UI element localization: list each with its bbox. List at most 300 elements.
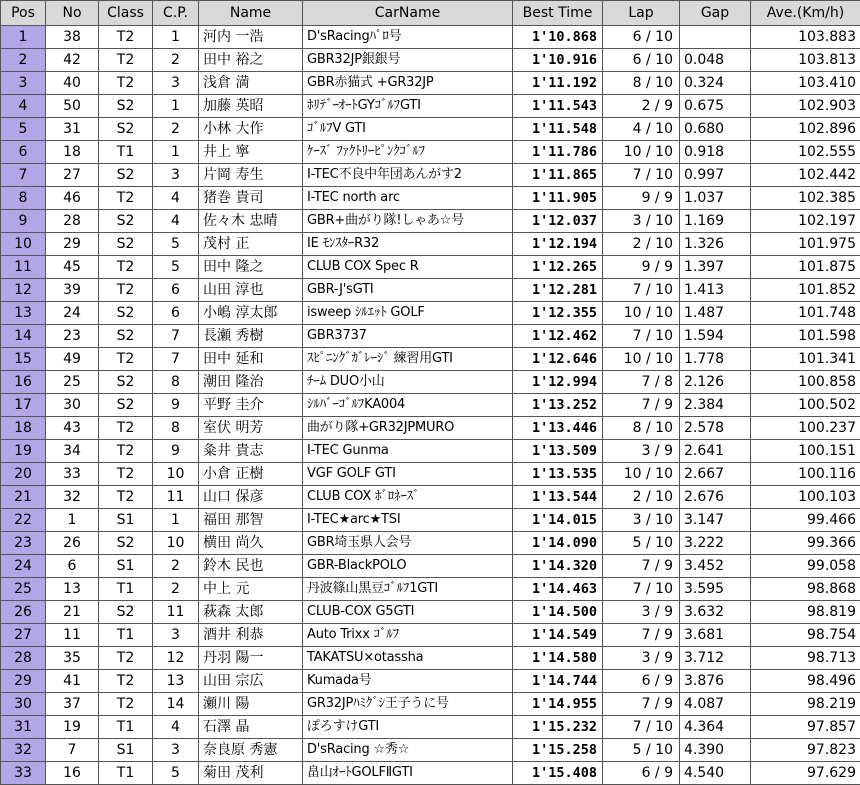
cell-carname: 丹波篠山黒豆ｺﾞﾙﾌ1GTI	[303, 578, 513, 601]
header-no: No	[46, 1, 99, 26]
cell-lap: 6 / 9	[603, 762, 680, 785]
cell-gap	[680, 26, 751, 49]
header-best-time: Best Time	[513, 1, 603, 26]
cell-name: 鈴木 民也	[199, 555, 303, 578]
cell-class: T1	[99, 624, 153, 647]
cell-gap: 0.048	[680, 49, 751, 72]
cell-avg-speed: 98.868	[751, 578, 860, 601]
cell-no: 24	[46, 302, 99, 325]
cell-carname: ｼﾙﾊﾞｰｺﾞﾙﾌKA004	[303, 394, 513, 417]
cell-gap: 2.578	[680, 417, 751, 440]
cell-carname: I-TEC north arc	[303, 187, 513, 210]
cell-carname: I-TEC★arc★TSI	[303, 509, 513, 532]
cell-best-time: 1'10.916	[513, 49, 603, 72]
cell-lap: 6 / 10	[603, 26, 680, 49]
cell-carname: I-TEC不良中年団あんがす2	[303, 164, 513, 187]
cell-name: 田中 隆之	[199, 256, 303, 279]
cell-pos: 32	[1, 739, 46, 762]
cell-gap: 1.413	[680, 279, 751, 302]
cell-best-time: 1'12.194	[513, 233, 603, 256]
cell-gap: 4.087	[680, 693, 751, 716]
cell-best-time: 1'15.408	[513, 762, 603, 785]
table-row	[1, 486, 860, 509]
cell-lap: 7 / 10	[603, 279, 680, 302]
cell-class: S1	[99, 555, 153, 578]
cell-carname: D'sRacing ☆秀☆	[303, 739, 513, 762]
cell-carname: D'sRacingﾊﾟﾛ号	[303, 26, 513, 49]
cell-avg-speed: 97.629	[751, 762, 860, 785]
cell-best-time: 1'12.355	[513, 302, 603, 325]
cell-carname: TAKATSU×otassha	[303, 647, 513, 670]
cell-avg-speed: 99.058	[751, 555, 860, 578]
cell-gap: 1.487	[680, 302, 751, 325]
cell-name: 菊田 茂利	[199, 762, 303, 785]
cell-name: 丹羽 陽一	[199, 647, 303, 670]
cell-gap: 0.918	[680, 141, 751, 164]
cell-cp: 5	[153, 233, 199, 256]
cell-pos: 23	[1, 532, 46, 555]
cell-cp: 7	[153, 325, 199, 348]
cell-pos: 13	[1, 302, 46, 325]
cell-no: 6	[46, 555, 99, 578]
cell-best-time: 1'11.543	[513, 95, 603, 118]
cell-lap: 10 / 10	[603, 348, 680, 371]
table-row	[1, 49, 860, 72]
cell-gap: 4.364	[680, 716, 751, 739]
cell-cp: 14	[153, 693, 199, 716]
cell-pos: 27	[1, 624, 46, 647]
cell-best-time: 1'13.446	[513, 417, 603, 440]
cell-best-time: 1'14.955	[513, 693, 603, 716]
cell-best-time: 1'14.090	[513, 532, 603, 555]
table-row	[1, 440, 860, 463]
cell-class: T2	[99, 647, 153, 670]
cell-name: 佐々木 忠晴	[199, 210, 303, 233]
cell-carname: ｺﾞﾙﾌV GTI	[303, 118, 513, 141]
cell-class: T2	[99, 670, 153, 693]
cell-cp: 9	[153, 394, 199, 417]
cell-class: S2	[99, 325, 153, 348]
cell-avg-speed: 99.366	[751, 532, 860, 555]
cell-class: S2	[99, 601, 153, 624]
cell-avg-speed: 103.813	[751, 49, 860, 72]
cell-lap: 3 / 9	[603, 440, 680, 463]
cell-best-time: 1'14.580	[513, 647, 603, 670]
cell-no: 37	[46, 693, 99, 716]
cell-name: 浅倉 満	[199, 72, 303, 95]
table-row	[1, 739, 860, 762]
cell-avg-speed: 100.103	[751, 486, 860, 509]
table-row	[1, 624, 860, 647]
table-row	[1, 302, 860, 325]
cell-avg-speed: 102.903	[751, 95, 860, 118]
cell-best-time: 1'12.646	[513, 348, 603, 371]
cell-name: 奈良原 秀憲	[199, 739, 303, 762]
cell-no: 33	[46, 463, 99, 486]
cell-carname: CLUB COX ﾎﾞﾛﾈｰｽﾞ	[303, 486, 513, 509]
table-row	[1, 670, 860, 693]
cell-lap: 10 / 10	[603, 463, 680, 486]
cell-best-time: 1'12.462	[513, 325, 603, 348]
cell-cp: 8	[153, 417, 199, 440]
table-row	[1, 555, 860, 578]
cell-name: 中上 元	[199, 578, 303, 601]
cell-no: 25	[46, 371, 99, 394]
cell-name: 瀬川 陽	[199, 693, 303, 716]
cell-lap: 2 / 9	[603, 95, 680, 118]
cell-name: 片岡 寿生	[199, 164, 303, 187]
table-row	[1, 72, 860, 95]
cell-class: T2	[99, 256, 153, 279]
cell-pos: 5	[1, 118, 46, 141]
cell-gap: 1.169	[680, 210, 751, 233]
cell-cp: 7	[153, 348, 199, 371]
cell-carname: ｹｰｽﾞ ﾌｧｸﾄﾘｰﾋﾟﾝｸｺﾞﾙﾌ	[303, 141, 513, 164]
cell-cp: 1	[153, 141, 199, 164]
cell-carname: GBR3737	[303, 325, 513, 348]
cell-pos: 33	[1, 762, 46, 785]
cell-avg-speed: 102.385	[751, 187, 860, 210]
cell-lap: 7 / 10	[603, 716, 680, 739]
cell-class: T1	[99, 716, 153, 739]
cell-gap: 4.540	[680, 762, 751, 785]
cell-no: 27	[46, 164, 99, 187]
cell-best-time: 1'12.281	[513, 279, 603, 302]
cell-avg-speed: 101.875	[751, 256, 860, 279]
cell-avg-speed: 102.197	[751, 210, 860, 233]
cell-avg-speed: 101.341	[751, 348, 860, 371]
cell-avg-speed: 98.819	[751, 601, 860, 624]
cell-avg-speed: 100.237	[751, 417, 860, 440]
cell-best-time: 1'15.258	[513, 739, 603, 762]
cell-pos: 11	[1, 256, 46, 279]
cell-lap: 8 / 10	[603, 417, 680, 440]
cell-lap: 2 / 10	[603, 486, 680, 509]
cell-no: 43	[46, 417, 99, 440]
cell-carname: Auto Trixx ｺﾞﾙﾌ	[303, 624, 513, 647]
cell-no: 30	[46, 394, 99, 417]
cell-lap: 6 / 10	[603, 49, 680, 72]
cell-pos: 12	[1, 279, 46, 302]
cell-cp: 2	[153, 118, 199, 141]
cell-cp: 3	[153, 164, 199, 187]
cell-no: 18	[46, 141, 99, 164]
cell-cp: 3	[153, 739, 199, 762]
cell-gap: 0.680	[680, 118, 751, 141]
cell-no: 28	[46, 210, 99, 233]
table-row	[1, 118, 860, 141]
cell-gap: 2.676	[680, 486, 751, 509]
table-row	[1, 325, 860, 348]
table-row	[1, 210, 860, 233]
cell-name: 石澤 晶	[199, 716, 303, 739]
cell-carname: GBR埼玉県人会号	[303, 532, 513, 555]
cell-class: T2	[99, 187, 153, 210]
cell-carname: GBR+曲がり隊!しゃあ☆号	[303, 210, 513, 233]
cell-class: T1	[99, 578, 153, 601]
cell-cp: 3	[153, 72, 199, 95]
cell-cp: 6	[153, 279, 199, 302]
cell-lap: 9 / 9	[603, 256, 680, 279]
cell-class: T2	[99, 417, 153, 440]
cell-cp: 10	[153, 532, 199, 555]
cell-pos: 3	[1, 72, 46, 95]
header-pos: Pos	[1, 1, 46, 26]
cell-no: 29	[46, 233, 99, 256]
cell-class: T2	[99, 486, 153, 509]
cell-avg-speed: 101.598	[751, 325, 860, 348]
cell-class: T2	[99, 279, 153, 302]
cell-name: 田中 延和	[199, 348, 303, 371]
cell-carname: 畠山ｵｰﾄGOLFⅡGTI	[303, 762, 513, 785]
cell-carname: ぽろすけGTI	[303, 716, 513, 739]
cell-best-time: 1'11.192	[513, 72, 603, 95]
cell-carname: ｽﾋﾟﾆﾝｸﾞｶﾞﾚｰｼﾞ 練習用GTI	[303, 348, 513, 371]
cell-name: 加藤 英昭	[199, 95, 303, 118]
cell-pos: 21	[1, 486, 46, 509]
cell-avg-speed: 102.555	[751, 141, 860, 164]
table-row	[1, 95, 860, 118]
cell-pos: 24	[1, 555, 46, 578]
cell-name: 潮田 隆治	[199, 371, 303, 394]
header-gap: Gap	[680, 1, 751, 26]
cell-pos: 1	[1, 26, 46, 49]
table-row	[1, 509, 860, 532]
cell-best-time: 1'14.463	[513, 578, 603, 601]
cell-no: 32	[46, 486, 99, 509]
cell-class: T1	[99, 762, 153, 785]
cell-pos: 15	[1, 348, 46, 371]
table-row	[1, 647, 860, 670]
cell-name: 萩森 太郎	[199, 601, 303, 624]
cell-carname: IE ﾓﾝｽﾀｰR32	[303, 233, 513, 256]
cell-name: 猪巻 貴司	[199, 187, 303, 210]
cell-no: 42	[46, 49, 99, 72]
cell-pos: 2	[1, 49, 46, 72]
cell-gap: 1.778	[680, 348, 751, 371]
cell-no: 26	[46, 532, 99, 555]
cell-gap: 3.712	[680, 647, 751, 670]
cell-avg-speed: 100.858	[751, 371, 860, 394]
cell-best-time: 1'13.509	[513, 440, 603, 463]
cell-carname: CLUB COX Spec R	[303, 256, 513, 279]
cell-cp: 3	[153, 624, 199, 647]
cell-pos: 18	[1, 417, 46, 440]
cell-best-time: 1'15.232	[513, 716, 603, 739]
cell-avg-speed: 101.852	[751, 279, 860, 302]
cell-gap: 2.126	[680, 371, 751, 394]
cell-avg-speed: 101.748	[751, 302, 860, 325]
cell-gap: 1.326	[680, 233, 751, 256]
cell-best-time: 1'14.015	[513, 509, 603, 532]
cell-best-time: 1'10.868	[513, 26, 603, 49]
cell-name: 山田 宗広	[199, 670, 303, 693]
cell-lap: 10 / 10	[603, 302, 680, 325]
cell-class: T2	[99, 693, 153, 716]
cell-cp: 12	[153, 647, 199, 670]
header-class: Class	[99, 1, 153, 26]
cell-carname: GBR32JP銀銀号	[303, 49, 513, 72]
cell-name: 長瀬 秀樹	[199, 325, 303, 348]
table-row	[1, 601, 860, 624]
header-cp: C.P.	[153, 1, 199, 26]
cell-gap: 0.324	[680, 72, 751, 95]
cell-gap: 3.595	[680, 578, 751, 601]
cell-class: S1	[99, 739, 153, 762]
cell-carname: Kumada号	[303, 670, 513, 693]
cell-best-time: 1'14.500	[513, 601, 603, 624]
cell-name: 河内 一浩	[199, 26, 303, 49]
cell-carname: GR32JPﾊﾐｸﾞｼ王子うに号	[303, 693, 513, 716]
table-row	[1, 233, 860, 256]
cell-gap: 3.681	[680, 624, 751, 647]
cell-class: S2	[99, 302, 153, 325]
cell-pos: 31	[1, 716, 46, 739]
cell-cp: 11	[153, 486, 199, 509]
cell-no: 46	[46, 187, 99, 210]
cell-carname: GBR-J'sGTI	[303, 279, 513, 302]
cell-gap: 0.675	[680, 95, 751, 118]
header-row	[1, 1, 860, 26]
cell-pos: 26	[1, 601, 46, 624]
cell-name: 田中 裕之	[199, 49, 303, 72]
header-avg-speed: Ave.(Km/h)	[751, 1, 860, 26]
cell-lap: 6 / 9	[603, 670, 680, 693]
cell-avg-speed: 102.896	[751, 118, 860, 141]
cell-pos: 16	[1, 371, 46, 394]
cell-class: S2	[99, 394, 153, 417]
cell-no: 49	[46, 348, 99, 371]
cell-class: T2	[99, 463, 153, 486]
cell-pos: 9	[1, 210, 46, 233]
cell-no: 39	[46, 279, 99, 302]
cell-best-time: 1'14.744	[513, 670, 603, 693]
cell-pos: 29	[1, 670, 46, 693]
cell-best-time: 1'11.865	[513, 164, 603, 187]
cell-no: 13	[46, 578, 99, 601]
cell-pos: 7	[1, 164, 46, 187]
cell-avg-speed: 97.823	[751, 739, 860, 762]
cell-no: 21	[46, 601, 99, 624]
cell-lap: 3 / 9	[603, 601, 680, 624]
cell-lap: 4 / 10	[603, 118, 680, 141]
cell-no: 23	[46, 325, 99, 348]
cell-name: 小林 大作	[199, 118, 303, 141]
cell-best-time: 1'11.905	[513, 187, 603, 210]
cell-name: 山田 淳也	[199, 279, 303, 302]
cell-avg-speed: 100.151	[751, 440, 860, 463]
cell-cp: 2	[153, 49, 199, 72]
cell-name: 室伏 明芳	[199, 417, 303, 440]
cell-avg-speed: 98.219	[751, 693, 860, 716]
cell-no: 40	[46, 72, 99, 95]
cell-gap: 3.632	[680, 601, 751, 624]
cell-carname: CLUB-COX G5GTI	[303, 601, 513, 624]
cell-cp: 5	[153, 256, 199, 279]
table-row	[1, 371, 860, 394]
cell-lap: 5 / 10	[603, 532, 680, 555]
cell-class: S2	[99, 118, 153, 141]
cell-pos: 17	[1, 394, 46, 417]
cell-no: 41	[46, 670, 99, 693]
cell-cp: 4	[153, 187, 199, 210]
cell-lap: 7 / 10	[603, 578, 680, 601]
cell-carname: 曲がり隊+GR32JPMURO	[303, 417, 513, 440]
cell-no: 7	[46, 739, 99, 762]
cell-avg-speed: 98.713	[751, 647, 860, 670]
cell-name: 粂井 貴志	[199, 440, 303, 463]
table-row	[1, 141, 860, 164]
cell-no: 31	[46, 118, 99, 141]
cell-no: 34	[46, 440, 99, 463]
table-row	[1, 532, 860, 555]
header-name: Name	[199, 1, 303, 26]
cell-gap: 2.384	[680, 394, 751, 417]
cell-best-time: 1'12.037	[513, 210, 603, 233]
cell-gap: 3.222	[680, 532, 751, 555]
cell-carname: ﾁｰﾑ DUO小山	[303, 371, 513, 394]
cell-cp: 2	[153, 578, 199, 601]
table-row	[1, 762, 860, 785]
cell-class: T2	[99, 348, 153, 371]
cell-pos: 10	[1, 233, 46, 256]
cell-name: 小倉 正樹	[199, 463, 303, 486]
cell-avg-speed: 102.442	[751, 164, 860, 187]
cell-class: T2	[99, 440, 153, 463]
table-row	[1, 463, 860, 486]
cell-avg-speed: 98.496	[751, 670, 860, 693]
cell-lap: 3 / 9	[603, 647, 680, 670]
table-row	[1, 187, 860, 210]
cell-class: S2	[99, 532, 153, 555]
cell-pos: 6	[1, 141, 46, 164]
cell-lap: 7 / 8	[603, 371, 680, 394]
cell-cp: 13	[153, 670, 199, 693]
cell-gap: 1.594	[680, 325, 751, 348]
cell-avg-speed: 98.754	[751, 624, 860, 647]
cell-class: S2	[99, 210, 153, 233]
cell-no: 16	[46, 762, 99, 785]
cell-cp: 4	[153, 716, 199, 739]
table-row	[1, 394, 860, 417]
cell-cp: 5	[153, 762, 199, 785]
cell-name: 横田 尚久	[199, 532, 303, 555]
cell-pos: 8	[1, 187, 46, 210]
cell-class: S2	[99, 233, 153, 256]
cell-cp: 6	[153, 302, 199, 325]
cell-class: S2	[99, 371, 153, 394]
cell-pos: 14	[1, 325, 46, 348]
header-lap: Lap	[603, 1, 680, 26]
cell-best-time: 1'11.786	[513, 141, 603, 164]
table-row	[1, 716, 860, 739]
cell-lap: 5 / 10	[603, 739, 680, 762]
cell-gap: 2.667	[680, 463, 751, 486]
cell-gap: 2.641	[680, 440, 751, 463]
cell-class: T2	[99, 49, 153, 72]
cell-class: T2	[99, 72, 153, 95]
cell-avg-speed: 99.466	[751, 509, 860, 532]
cell-avg-speed: 103.410	[751, 72, 860, 95]
cell-pos: 28	[1, 647, 46, 670]
cell-pos: 19	[1, 440, 46, 463]
cell-cp: 9	[153, 440, 199, 463]
cell-lap: 7 / 10	[603, 164, 680, 187]
cell-no: 11	[46, 624, 99, 647]
cell-cp: 10	[153, 463, 199, 486]
cell-lap: 2 / 10	[603, 233, 680, 256]
cell-no: 38	[46, 26, 99, 49]
